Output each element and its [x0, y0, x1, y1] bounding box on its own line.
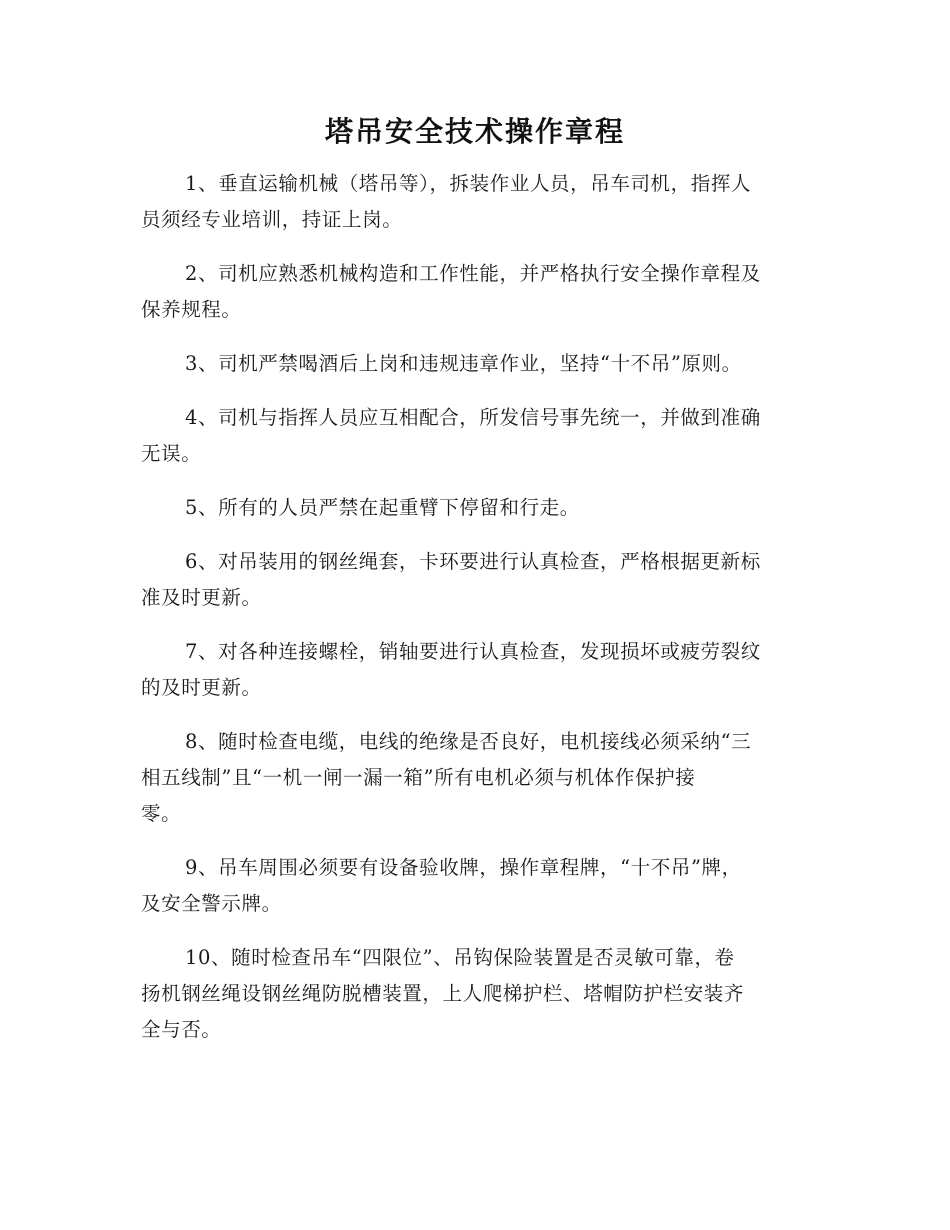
paragraph-9: 9、吊车周围必须要有设备验收牌，操作章程牌，“十不吊”牌， 及安全警示牌。	[141, 856, 742, 915]
paragraph-1: 1、垂直运输机械（塔吊等），拆装作业人员，吊车司机，指挥人 员须经专业培训，持证上岗。	[141, 172, 752, 231]
paragraph-8: 8、随时检查电缆，电线的绝缘是否良好，电机接线必须采纳“三 相五线制”且“一机一闸一漏一箱”所有电机必须与机体作保护接 零。	[141, 730, 752, 825]
document-body	[141, 166, 811, 1066]
paragraph-4: 4、司机与指挥人员应互相配合，所发信号事先统一，并做到准确 无误。	[141, 406, 761, 465]
paragraph-6: 6、对吊装用的钢丝绳套，卡环要进行认真检查，严格根据更新标 准及时更新。	[141, 550, 761, 609]
paragraph-10: 10、随时检查吊车“四限位”、吊钩保险装置是否灵敏可靠，卷 扬机钢丝绳设钢丝绳防脱槽装置，上人爬梯护栏、塔帽防护栏安装齐 全与否。	[141, 946, 745, 1041]
paragraph-2: 2、司机应熟悉机械构造和工作性能，并严格执行安全操作章程及 保养规程。	[141, 262, 761, 321]
paragraph-5: 5、所有的人员严禁在起重臂下停留和行走。	[185, 496, 580, 519]
document-title: 塔吊安全技术操作章程	[324, 115, 625, 148]
paragraph-7: 7、对各种连接螺栓，销轴要进行认真检查，发现损坏或疲劳裂纹 的及时更新。	[141, 640, 761, 699]
paragraph-3: 3、司机严禁喝酒后上岗和违规违章作业，坚持“十不吊”原则。	[185, 352, 742, 375]
